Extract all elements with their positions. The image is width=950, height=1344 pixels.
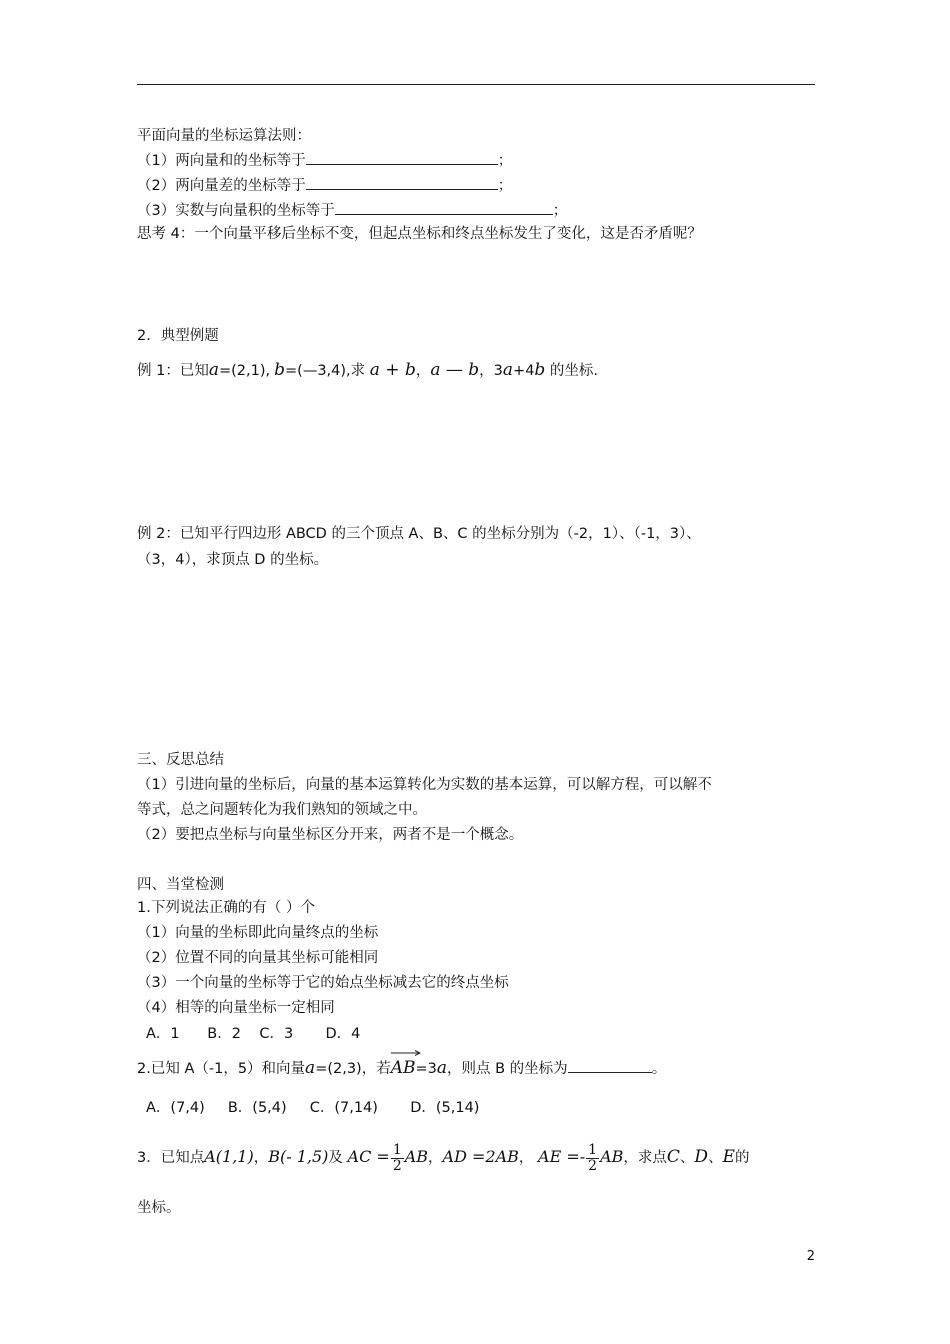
rule-1-semi: ； <box>497 153 513 169</box>
q2-vector-a-2: a <box>436 1058 448 1078</box>
example-2-line-1: 例 2：已知平行四边形 ABCD 的三个顶点 A、B、C 的坐标分别为（-2，1）、（-1，3）、 <box>137 526 701 542</box>
q2-blank <box>568 1058 652 1073</box>
q2-mid: ，则点 B 的坐标为 <box>447 1061 568 1077</box>
q1-item-3: （3）一个向量的坐标等于它的始点坐标减去它的终点坐标 <box>137 975 509 991</box>
q3-dun-2: 、 <box>708 1150 723 1166</box>
q3-comma-3: ， <box>518 1150 534 1166</box>
rule-3-blank <box>335 200 553 215</box>
rules-title: 平面向量的坐标运算法则： <box>137 128 311 144</box>
rule-1-text: （1）两向量和的坐标等于 <box>137 153 306 169</box>
q3-half-1-den: 2 <box>392 1157 402 1174</box>
example-2-line-2: （3，4），求顶点 D 的坐标。 <box>137 552 329 568</box>
q1-options: A．1 B．2 C．3 D．4 <box>146 1026 361 1042</box>
q3-d: D <box>694 1147 709 1167</box>
q3-comma-1: ， <box>253 1150 269 1166</box>
q2 <box>137 1058 666 1079</box>
reflection-p1-line-1: （1）引进向量的坐标后，向量的基本运算转化为实数的基本运算，可以解方程，可以解不 <box>137 777 712 793</box>
q3-half-2-den: 2 <box>588 1157 598 1174</box>
q2-a-value: =(2,3)，若 <box>315 1061 391 1077</box>
think-4: 思考 4：一个向量平移后坐标不变，但起点坐标和终点坐标发生了变化，这是否矛盾呢？ <box>137 226 702 242</box>
q3-line-2: 坐标。 <box>137 1200 181 1216</box>
ex1-comma-2: ， <box>479 363 494 379</box>
test-heading: 四、当堂检测 <box>137 877 224 893</box>
q3-de: 的 <box>734 1150 750 1166</box>
q3-half-1-num: 1 <box>392 1141 402 1158</box>
rule-3 <box>137 200 567 221</box>
q2-vector-a: a <box>305 1058 316 1078</box>
q3-half-2-num: 1 <box>588 1141 598 1158</box>
rule-2-text: （2）两向量差的坐标等于 <box>137 178 306 194</box>
q1-item-2: （2）位置不同的向量其坐标可能相同 <box>137 950 379 966</box>
q3-ac: AC = <box>347 1147 390 1166</box>
reflection-heading: 三、反思总结 <box>137 752 224 768</box>
ex1-comma-1: ， <box>415 363 431 379</box>
ex1-vector-a-2: a <box>502 360 514 380</box>
vector-arrow-icon <box>391 1050 421 1056</box>
q2-vector-ab <box>391 1058 416 1078</box>
reflection-p1-line-2: 等式，总之问题转化为我们熟知的领域之中。 <box>137 802 427 818</box>
q3-ab-2: AB <box>600 1147 624 1166</box>
q3-comma-2: ， <box>428 1150 443 1166</box>
q3-half-2 <box>586 1143 599 1174</box>
q2-end: 。 <box>651 1061 667 1077</box>
q1: 1.下列说法正确的有（ ）个 <box>137 900 315 916</box>
ex1-a-value: =(2,1), <box>218 363 271 379</box>
reflection-p2: （2）要把点坐标与向量坐标区分开来，两者不是一个概念。 <box>137 827 524 843</box>
ex1-vector-a: a <box>208 360 219 380</box>
q3-ji: 及 <box>328 1150 343 1166</box>
rule-3-semi: ； <box>552 203 568 219</box>
q3-qiu: ，求点 <box>623 1150 667 1166</box>
ex1-prefix: 例 1：已知 <box>137 363 209 379</box>
ex1-plus4: +4 <box>513 363 535 379</box>
ex1-vector-b-2: b <box>534 360 546 380</box>
example-1 <box>137 360 598 381</box>
ex1-diff: a — b <box>430 360 480 380</box>
ex1-b-value: =(—3,4),求 <box>285 363 366 379</box>
q2-options: A．(7,4) B．(5,4) C．(7,14) D．(5,14) <box>146 1100 480 1116</box>
rule-2-semi: ； <box>497 178 513 194</box>
q3 <box>137 1140 749 1175</box>
q2-ab-label: AB <box>390 1058 416 1078</box>
q3-point-a: A(1,1) <box>204 1147 254 1166</box>
rule-1-blank <box>306 150 498 165</box>
ex1-sum: a + b <box>369 360 416 380</box>
q3-half-1 <box>391 1143 404 1174</box>
q3-dun-1: 、 <box>679 1150 695 1166</box>
ex1-vector-b: b <box>274 360 286 380</box>
examples-heading: 2．典型例题 <box>137 328 219 344</box>
q3-c: C <box>666 1147 680 1167</box>
q3-ad: AD =2AB <box>442 1147 519 1166</box>
ex1-three: 3 <box>493 363 503 379</box>
q2-eq3: =3 <box>415 1061 437 1077</box>
q1-item-4: （4）相等的向量坐标一定相同 <box>137 1000 335 1016</box>
q2-prefix: 2.已知 A（-1，5）和向量 <box>137 1061 306 1077</box>
rule-2-blank <box>306 175 498 190</box>
q3-e: E <box>722 1147 735 1167</box>
header-rule <box>137 84 815 85</box>
q3-ae: AE =- <box>538 1147 586 1166</box>
rule-3-text: （3）实数与向量积的坐标等于 <box>137 203 335 219</box>
rule-1 <box>137 150 512 171</box>
ex1-suffix: 的坐标. <box>549 363 599 379</box>
page-number: 2 <box>806 1249 815 1264</box>
rule-2 <box>137 175 512 196</box>
q3-ab-1: AB <box>404 1147 429 1166</box>
q3-point-b: B(- 1,5) <box>268 1147 329 1166</box>
q1-item-1: （1）向量的坐标即此向量终点的坐标 <box>137 925 379 941</box>
q3-prefix: 3．已知点 <box>137 1150 205 1166</box>
